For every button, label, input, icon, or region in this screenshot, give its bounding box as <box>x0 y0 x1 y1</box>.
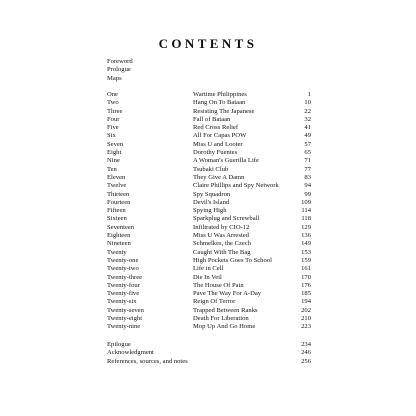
chapter-title: Die In Veil <box>193 273 222 281</box>
chapter-row <box>107 265 311 273</box>
chapter-page-number: 10 <box>304 99 311 107</box>
chapter-page-number: 153 <box>301 248 311 256</box>
chapter-row <box>107 315 311 323</box>
chapter-title: A Woman's Guerilla Life <box>193 157 259 165</box>
chapter-row <box>107 290 311 298</box>
chapter-title: High Pockets Goes To School <box>193 256 272 264</box>
chapter-page-number: 118 <box>301 215 311 223</box>
chapter-title: Dorothy Fuentes <box>193 149 238 157</box>
chapter-number: Twenty <box>107 248 127 256</box>
chapter-number: Eighteen <box>107 232 131 240</box>
chapter-row <box>107 224 311 232</box>
chapter-page-number: 94 <box>304 182 311 190</box>
chapter-page-number: 170 <box>301 273 311 281</box>
back-matter-page-number: 246 <box>301 349 311 357</box>
chapter-row <box>107 215 311 223</box>
chapter-title: Wartime Philippines <box>193 91 247 98</box>
chapter-number: Nineteen <box>107 240 131 248</box>
chapter-page-number: 114 <box>301 207 311 215</box>
chapter-title: Miss U and Looter <box>193 140 243 148</box>
chapter-row <box>107 207 311 215</box>
chapter-page-number: 71 <box>304 157 311 165</box>
chapter-title: Spying High <box>193 207 227 215</box>
chapter-page-number: 202 <box>301 306 311 314</box>
chapter-row <box>107 116 311 124</box>
chapter-row <box>107 282 311 290</box>
chapter-page-number: 1 <box>307 91 311 98</box>
chapter-row <box>107 108 311 116</box>
chapter-row <box>107 174 311 182</box>
chapter-row <box>107 307 311 315</box>
chapter-row <box>107 274 311 282</box>
chapter-row <box>107 199 311 207</box>
chapter-number: Three <box>107 107 123 115</box>
chapter-title: Fall of Bataan <box>193 115 231 123</box>
chapter-number: Eleven <box>107 173 126 181</box>
chapter-title: Red Cross Relief <box>193 124 239 132</box>
chapter-number: Seven <box>107 140 124 148</box>
back-matter-title: Acknowledgment <box>107 349 154 357</box>
chapter-row <box>107 141 311 149</box>
chapter-row <box>107 99 311 107</box>
chapter-page-number: 161 <box>301 265 311 273</box>
chapter-page-number: 129 <box>301 223 311 231</box>
chapter-page-number: 77 <box>304 165 311 173</box>
chapter-row <box>107 323 311 331</box>
chapter-page-number: 223 <box>301 323 311 331</box>
chapter-number: Eight <box>107 149 122 157</box>
chapter-page-number: 65 <box>304 149 311 157</box>
chapter-title: Spy Squadron <box>193 190 231 198</box>
chapter-title: Sparkplug and Screwball <box>193 215 260 223</box>
chapter-row <box>107 132 311 140</box>
chapter-row <box>107 232 311 240</box>
chapter-page-number: 210 <box>301 315 311 323</box>
chapter-row <box>107 166 311 174</box>
chapter-page-number: 57 <box>304 140 311 148</box>
chapter-title: Devil's Island <box>193 198 230 206</box>
chapter-title: Tsubaki Club <box>193 165 229 173</box>
chapter-row <box>107 149 311 157</box>
chapter-title: Trapped Between Ranks <box>193 306 258 314</box>
chapter-number: Four <box>107 115 120 123</box>
chapter-number: Twenty-nine <box>107 323 141 331</box>
front-matter-item: Prologue <box>107 66 131 74</box>
chapter-number: One <box>107 91 118 98</box>
chapter-title: All For Capas POW <box>193 132 247 140</box>
chapter-title: Death For Liberation <box>193 315 249 323</box>
chapter-title: Miss U Was Arrested <box>193 232 249 240</box>
chapter-page-number: 41 <box>304 124 311 132</box>
front-matter-item: Maps <box>107 74 122 82</box>
back-matter-row <box>107 358 311 366</box>
chapter-number: Twenty-six <box>107 298 137 306</box>
chapter-number: Twenty-one <box>107 256 139 264</box>
chapter-row <box>107 249 311 257</box>
chapter-number: Thirteen <box>107 190 130 198</box>
chapter-row <box>107 257 311 265</box>
chapter-number: Fourteen <box>107 198 131 206</box>
chapter-title: Reign Of Terror <box>193 298 236 306</box>
chapter-title: The House Of Pain <box>193 281 244 289</box>
chapter-number: Five <box>107 124 119 132</box>
chapter-number: Twenty-four <box>107 281 140 289</box>
chapter-number: Twelve <box>107 182 127 190</box>
chapter-title: They Give A Damn <box>193 173 245 181</box>
back-matter-title: References, sources, and notes <box>107 357 188 365</box>
chapter-row <box>107 91 311 99</box>
chapter-row <box>107 182 311 190</box>
chapter-page-number: 99 <box>304 190 311 198</box>
chapter-number: Twenty-three <box>107 273 143 281</box>
chapter-page-number: 32 <box>304 115 311 123</box>
front-matter-list <box>107 58 133 83</box>
chapter-page-number: 49 <box>304 132 311 140</box>
chapter-page-number: 83 <box>304 173 311 181</box>
back-matter-page-number: 234 <box>301 341 311 348</box>
chapter-title: Hang On To Bataan <box>193 99 246 107</box>
chapter-title: Schmelkes, the Czech <box>193 240 252 248</box>
back-matter-list <box>107 341 311 366</box>
chapter-number: Sixteen <box>107 215 127 223</box>
chapter-row <box>107 191 311 199</box>
chapter-number: Nine <box>107 157 120 165</box>
chapter-row <box>107 240 311 248</box>
chapter-page-number: 159 <box>301 256 311 264</box>
chapter-title: Caught With The Bag <box>193 248 251 256</box>
back-matter-page-number: 256 <box>301 357 311 365</box>
chapter-row <box>107 298 311 306</box>
chapter-page-number: 149 <box>301 240 311 248</box>
chapter-title: Resisting The Japanese <box>193 107 255 115</box>
chapter-row <box>107 124 311 132</box>
chapter-number: Twenty-five <box>107 290 140 298</box>
chapter-page-number: 109 <box>301 198 311 206</box>
chapter-title: Mop Up And Go Home <box>193 323 256 331</box>
chapter-row <box>107 157 311 165</box>
chapter-list <box>107 91 311 332</box>
back-matter-row <box>107 349 311 357</box>
chapter-page-number: 22 <box>304 107 311 115</box>
chapter-number: Ten <box>107 165 117 173</box>
page-title: CONTENTS <box>158 36 258 51</box>
chapter-title: Claire Phillips and Spy Network <box>193 182 279 190</box>
back-matter-row <box>107 341 311 349</box>
chapter-number: Seventeen <box>107 223 135 231</box>
chapter-title: Infiltrated by CIO-12 <box>193 223 250 231</box>
chapter-title: Pave The Way For A-Day <box>193 290 262 298</box>
chapter-page-number: 136 <box>301 232 311 240</box>
chapter-number: Fifteen <box>107 207 126 215</box>
chapter-page-number: 176 <box>301 281 311 289</box>
chapter-page-number: 194 <box>301 298 311 306</box>
front-matter-item: Foreword <box>107 58 133 65</box>
chapter-number: Twenty-two <box>107 265 139 273</box>
chapter-number: Two <box>107 99 119 107</box>
chapter-number: Twenty-seven <box>107 306 144 314</box>
chapter-number: Six <box>107 132 116 140</box>
back-matter-title: Epilogue <box>107 341 131 348</box>
chapter-title: Life in Cell <box>193 265 224 273</box>
chapter-number: Twenty-eight <box>107 315 143 323</box>
chapter-page-number: 185 <box>301 290 311 298</box>
